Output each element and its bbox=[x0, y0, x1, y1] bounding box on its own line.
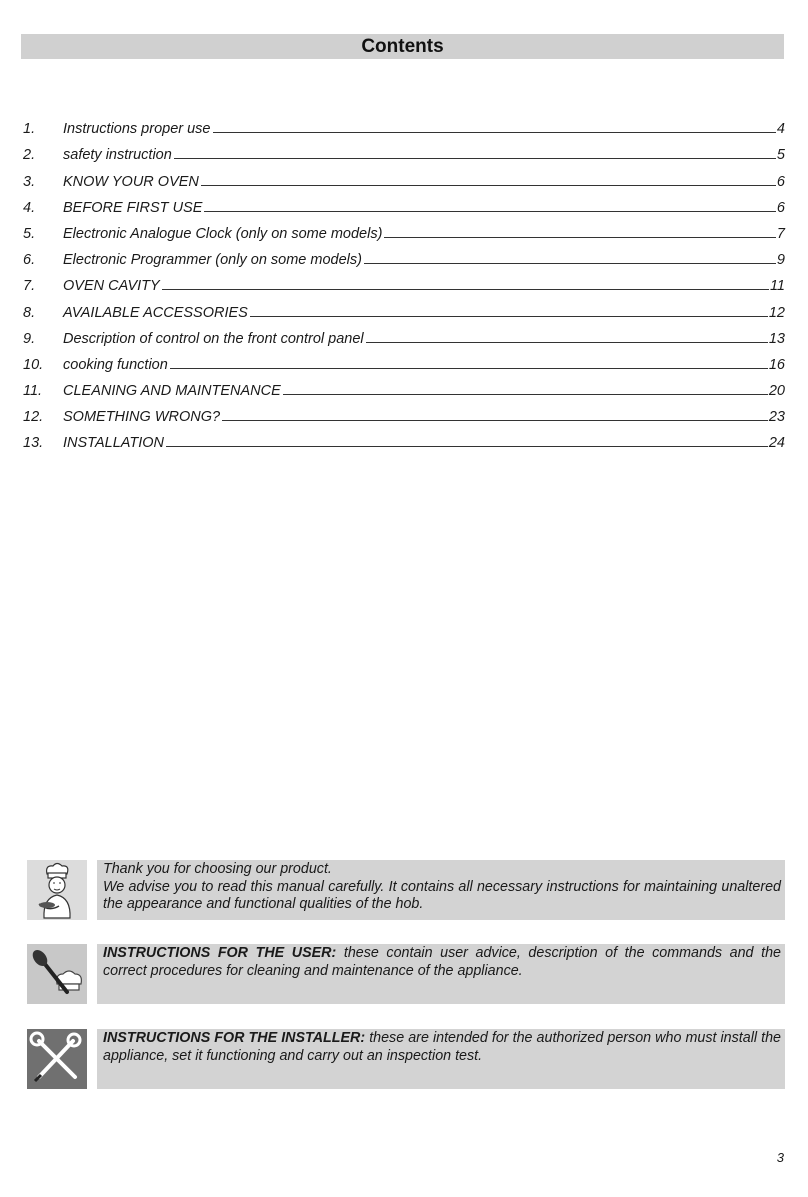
toc-entry-number: 3. bbox=[23, 173, 36, 190]
toc-entry-title: BEFORE FIRST USE bbox=[63, 199, 203, 216]
toc-entry-number: 1. bbox=[23, 121, 36, 138]
toc-entry[interactable] bbox=[23, 373, 785, 399]
toc-entry-page: 11 bbox=[769, 278, 785, 295]
toc-entry-number: 10. bbox=[23, 356, 44, 373]
toc-entry-number: 12. bbox=[23, 409, 44, 426]
toc-entry-page: 20 bbox=[768, 383, 785, 400]
toc-leader-line bbox=[222, 419, 768, 421]
toc-leader-line bbox=[162, 288, 769, 290]
toc-entry-title: AVAILABLE ACCESSORIES bbox=[63, 304, 248, 321]
toc-entry-title: safety instruction bbox=[63, 147, 172, 164]
toc-entry-page: 24 bbox=[768, 435, 785, 452]
toc-entry-number: 4. bbox=[23, 199, 36, 216]
toc-entry-page: 12 bbox=[768, 304, 785, 321]
toc-entry-title: Description of control on the front control panel bbox=[63, 330, 364, 347]
toc-entry-number: 5. bbox=[23, 225, 36, 242]
toc-entry-title: KNOW YOUR OVEN bbox=[63, 173, 199, 190]
toc-entry-number: 9. bbox=[23, 330, 36, 347]
user-instructions-text bbox=[97, 944, 785, 1004]
toc-entry[interactable] bbox=[23, 163, 785, 189]
installer-instructions-label: INSTRUCTIONS FOR THE INSTALLER: bbox=[103, 1030, 366, 1046]
installer-instructions-text bbox=[97, 1029, 785, 1089]
spoon-chef-hat-icon bbox=[27, 944, 87, 1004]
toc-entry[interactable] bbox=[23, 399, 785, 425]
toc-entry-title: Instructions proper use bbox=[63, 121, 211, 138]
contents-header bbox=[21, 34, 784, 59]
chef-icon bbox=[27, 860, 87, 920]
toc-leader-line bbox=[250, 315, 768, 317]
toc-leader-line bbox=[213, 131, 776, 133]
wrench-tools-icon bbox=[27, 1029, 87, 1089]
toc-entry-number: 11. bbox=[23, 383, 43, 400]
toc-entry-page: 4 bbox=[776, 121, 785, 138]
toc-entry[interactable] bbox=[23, 294, 785, 320]
toc-entry-title: Electronic Analogue Clock (only on some models) bbox=[63, 225, 383, 242]
page-number: 3 bbox=[776, 1150, 784, 1165]
toc-entry[interactable] bbox=[23, 111, 785, 137]
toc-leader-line bbox=[170, 367, 768, 369]
toc-entry-number: 6. bbox=[23, 252, 36, 269]
toc-entry-title: cooking function bbox=[63, 356, 168, 373]
toc-entry-page: 13 bbox=[768, 330, 785, 347]
toc-entry-page: 7 bbox=[776, 225, 785, 242]
thank-you-text bbox=[97, 860, 785, 920]
toc-leader-line bbox=[384, 236, 776, 238]
toc-entry[interactable] bbox=[23, 242, 785, 268]
user-instructions-label: INSTRUCTIONS FOR THE USER: bbox=[103, 945, 337, 961]
toc-entry[interactable] bbox=[23, 216, 785, 242]
toc-entry[interactable] bbox=[23, 321, 785, 347]
toc-entry[interactable] bbox=[23, 190, 785, 216]
toc-entry-page: 23 bbox=[768, 409, 785, 426]
toc-entry-page: 6 bbox=[776, 199, 785, 216]
toc-leader-line bbox=[174, 157, 776, 159]
toc-entry[interactable] bbox=[23, 425, 785, 451]
toc-entry-page: 5 bbox=[776, 147, 785, 164]
toc-entry-title: OVEN CAVITY bbox=[63, 278, 160, 295]
page-title: Contents bbox=[361, 35, 444, 57]
toc-leader-line bbox=[364, 262, 776, 264]
installer-instructions-body: these are intended for the authorized person who must install the appliance, set it functioning and carry out an inspection test. bbox=[103, 1030, 781, 1064]
toc-leader-line bbox=[283, 393, 768, 395]
toc-leader-line bbox=[366, 341, 768, 343]
toc-leader-line bbox=[204, 210, 776, 212]
thank-you-line: Thank you for choosing our product. bbox=[103, 861, 332, 877]
toc-entry-number: 7. bbox=[23, 278, 36, 295]
toc-entry-number: 8. bbox=[23, 304, 36, 321]
toc-entry-number: 13. bbox=[23, 435, 44, 452]
toc-entry-title: SOMETHING WRONG? bbox=[63, 409, 221, 426]
user-instructions-body: these contain user advice, description of the commands and the correct procedures for cleaning and maintenance of the appliance. bbox=[103, 945, 781, 979]
toc-entry-page: 6 bbox=[776, 173, 785, 190]
toc-entry-title: CLEANING AND MAINTENANCE bbox=[63, 383, 281, 400]
toc-leader-line bbox=[166, 445, 768, 447]
advice-line: We advise you to read this manual carefully. It contains all necessary instructions for maintaining unaltered the appearance and functional qualities of the hob. bbox=[103, 878, 781, 912]
toc-entry-number: 2. bbox=[23, 147, 36, 164]
toc-entry[interactable] bbox=[23, 268, 785, 294]
toc-entry[interactable] bbox=[23, 137, 785, 163]
toc-leader-line bbox=[201, 184, 776, 186]
table-of-contents bbox=[23, 111, 785, 451]
toc-entry-page: 9 bbox=[776, 252, 785, 269]
toc-entry-page: 16 bbox=[768, 356, 785, 373]
toc-entry-title: INSTALLATION bbox=[63, 435, 164, 452]
toc-entry[interactable] bbox=[23, 347, 785, 373]
toc-entry-title: Electronic Programmer (only on some models) bbox=[63, 252, 362, 269]
